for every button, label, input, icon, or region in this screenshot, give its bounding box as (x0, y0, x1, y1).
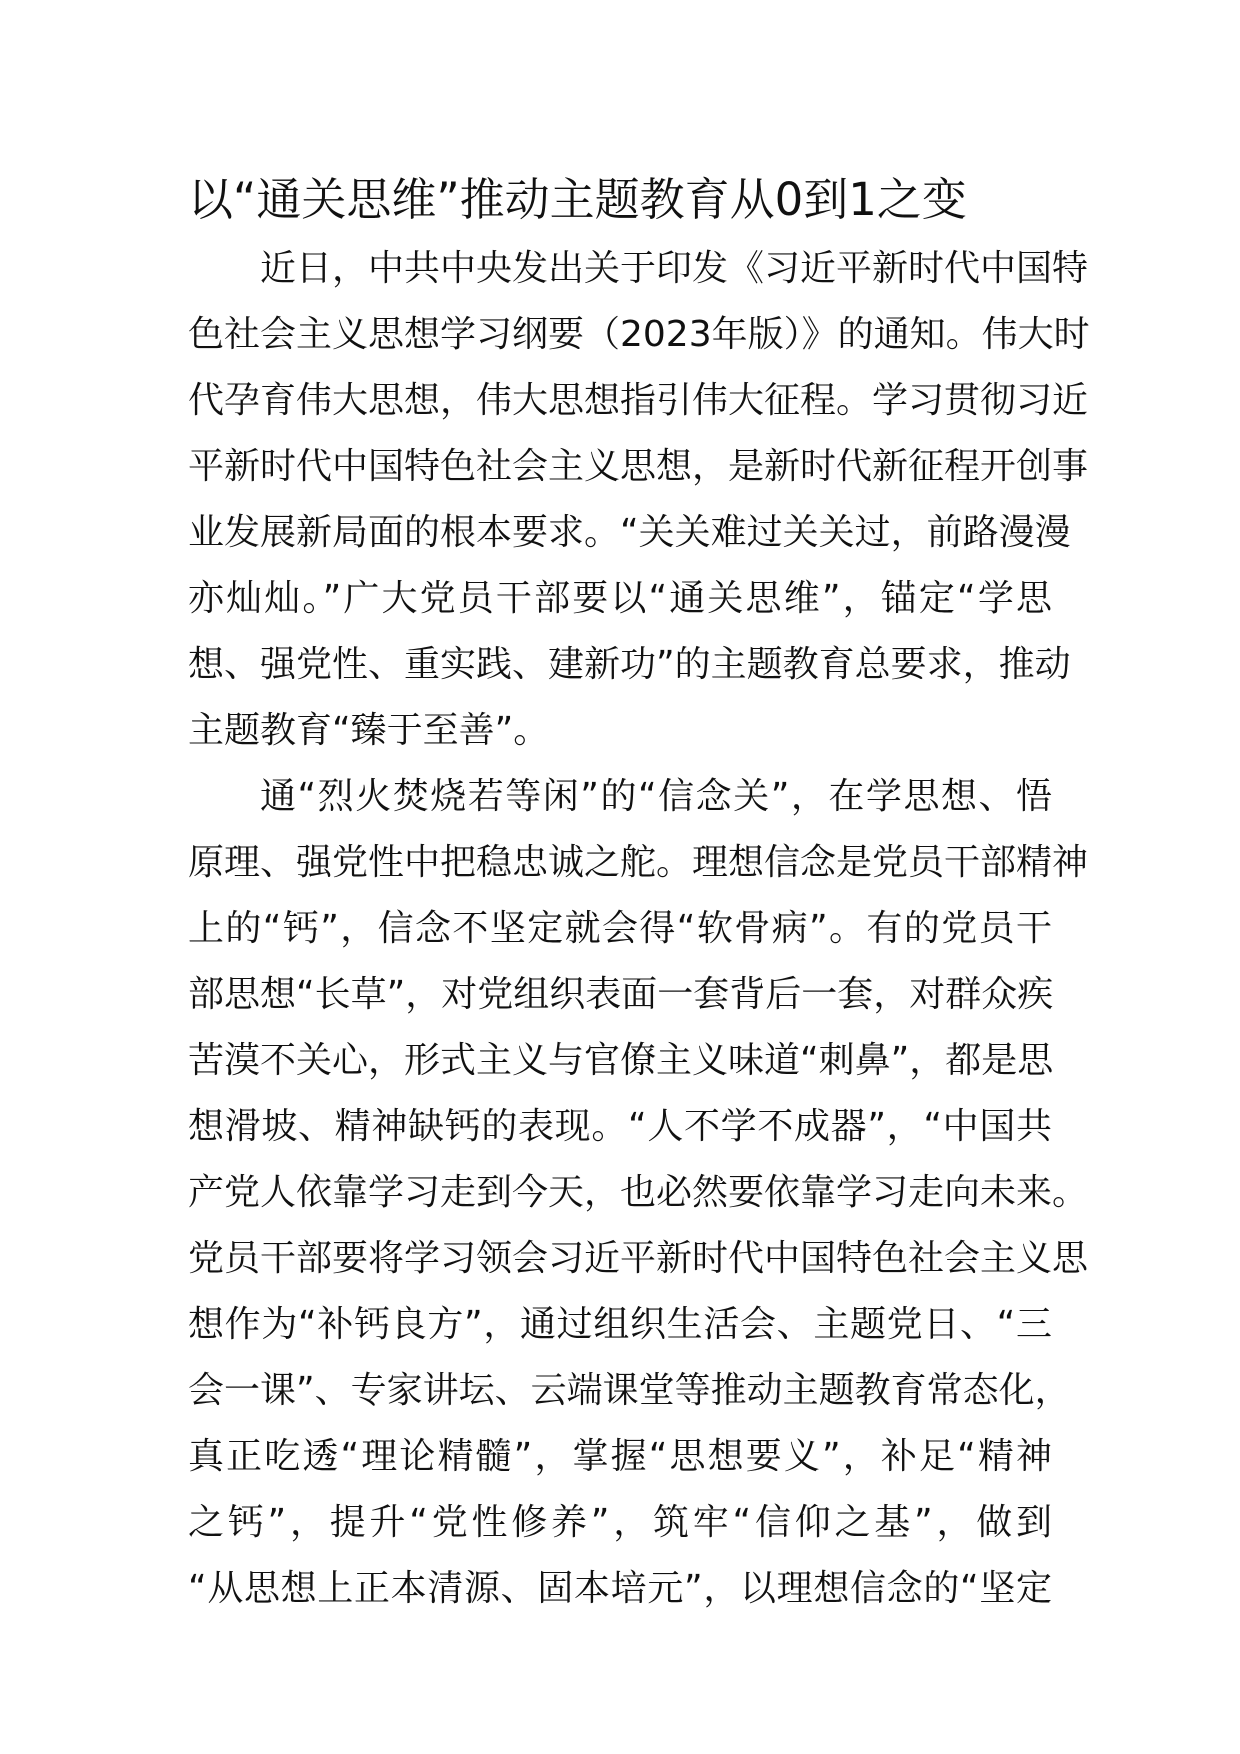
paragraph-line: 部思想“长草”，对党组织表面一套背后一套，对群众疾 (188, 974, 1054, 1015)
paragraph-2 (188, 764, 1089, 1622)
paragraph-line: 主题教育“臻于至善”。 (188, 710, 550, 751)
paragraph-line: 代孕育伟大思想，伟大思想指引伟大征程。学习贯彻习近 (188, 380, 1089, 421)
paragraph-line: “从思想上正本清源、固本培元”，以理想信念的“坚定 (188, 1568, 1052, 1609)
paragraph-line: 党员干部要将学习领会习近平新时代中国特色社会主义思 (188, 1238, 1089, 1279)
paragraph-line: 产党人依靠学习走到今天，也必然要依靠学习走向未来。 (188, 1172, 1089, 1213)
paragraph-line: 亦灿灿。”广大党员干部要以“通关思维”，锚定“学思 (188, 578, 1052, 619)
paragraph-line: 会一课”、专家讲坛、云端课堂等推动主题教育常态化， (188, 1370, 1071, 1411)
paragraph-line: 色社会主义思想学习纲要（2023年版）》的通知。伟大时 (188, 314, 1090, 355)
document-body (188, 236, 1090, 1622)
paragraph-line: 想作为“补钙良方”，通过组织生活会、主题党日、“三 (188, 1304, 1052, 1345)
paragraph-line: 业发展新局面的根本要求。“关关难过关关过，前路漫漫 (188, 512, 1071, 553)
paragraph-1 (188, 236, 1090, 764)
paragraph-line: 近日，中共中央发出关于印发《习近平新时代中国特 (260, 248, 1089, 289)
paragraph-line: 真正吃透“理论精髓”，掌握“思想要义”，补足“精神 (188, 1436, 1052, 1477)
document-title: 以“通关思维”推动主题教育从0到1之变 (188, 173, 967, 226)
paragraph-line: 想、强党性、重实践、建新功”的主题教育总要求，推动 (188, 644, 1071, 685)
paragraph-line: 通“烈火焚烧若等闲”的“信念关”，在学思想、悟 (260, 776, 1052, 817)
paragraph-line: 想滑坡、精神缺钙的表现。“人不学不成器”，“中国共 (188, 1106, 1052, 1147)
paragraph-line: 上的“钙”，信念不坚定就会得“软骨病”。有的党员干 (188, 908, 1052, 949)
paragraph-line: 平新时代中国特色社会主义思想，是新时代新征程开创事 (188, 446, 1089, 487)
paragraph-line: 之钙”，提升“党性修养”，筑牢“信仰之基”，做到 (188, 1502, 1052, 1543)
paragraph-line: 苦漠不关心，形式主义与官僚主义味道“刺鼻”，都是思 (188, 1040, 1054, 1081)
paragraph-line: 原理、强党性中把稳忠诚之舵。理想信念是党员干部精神 (188, 842, 1089, 883)
